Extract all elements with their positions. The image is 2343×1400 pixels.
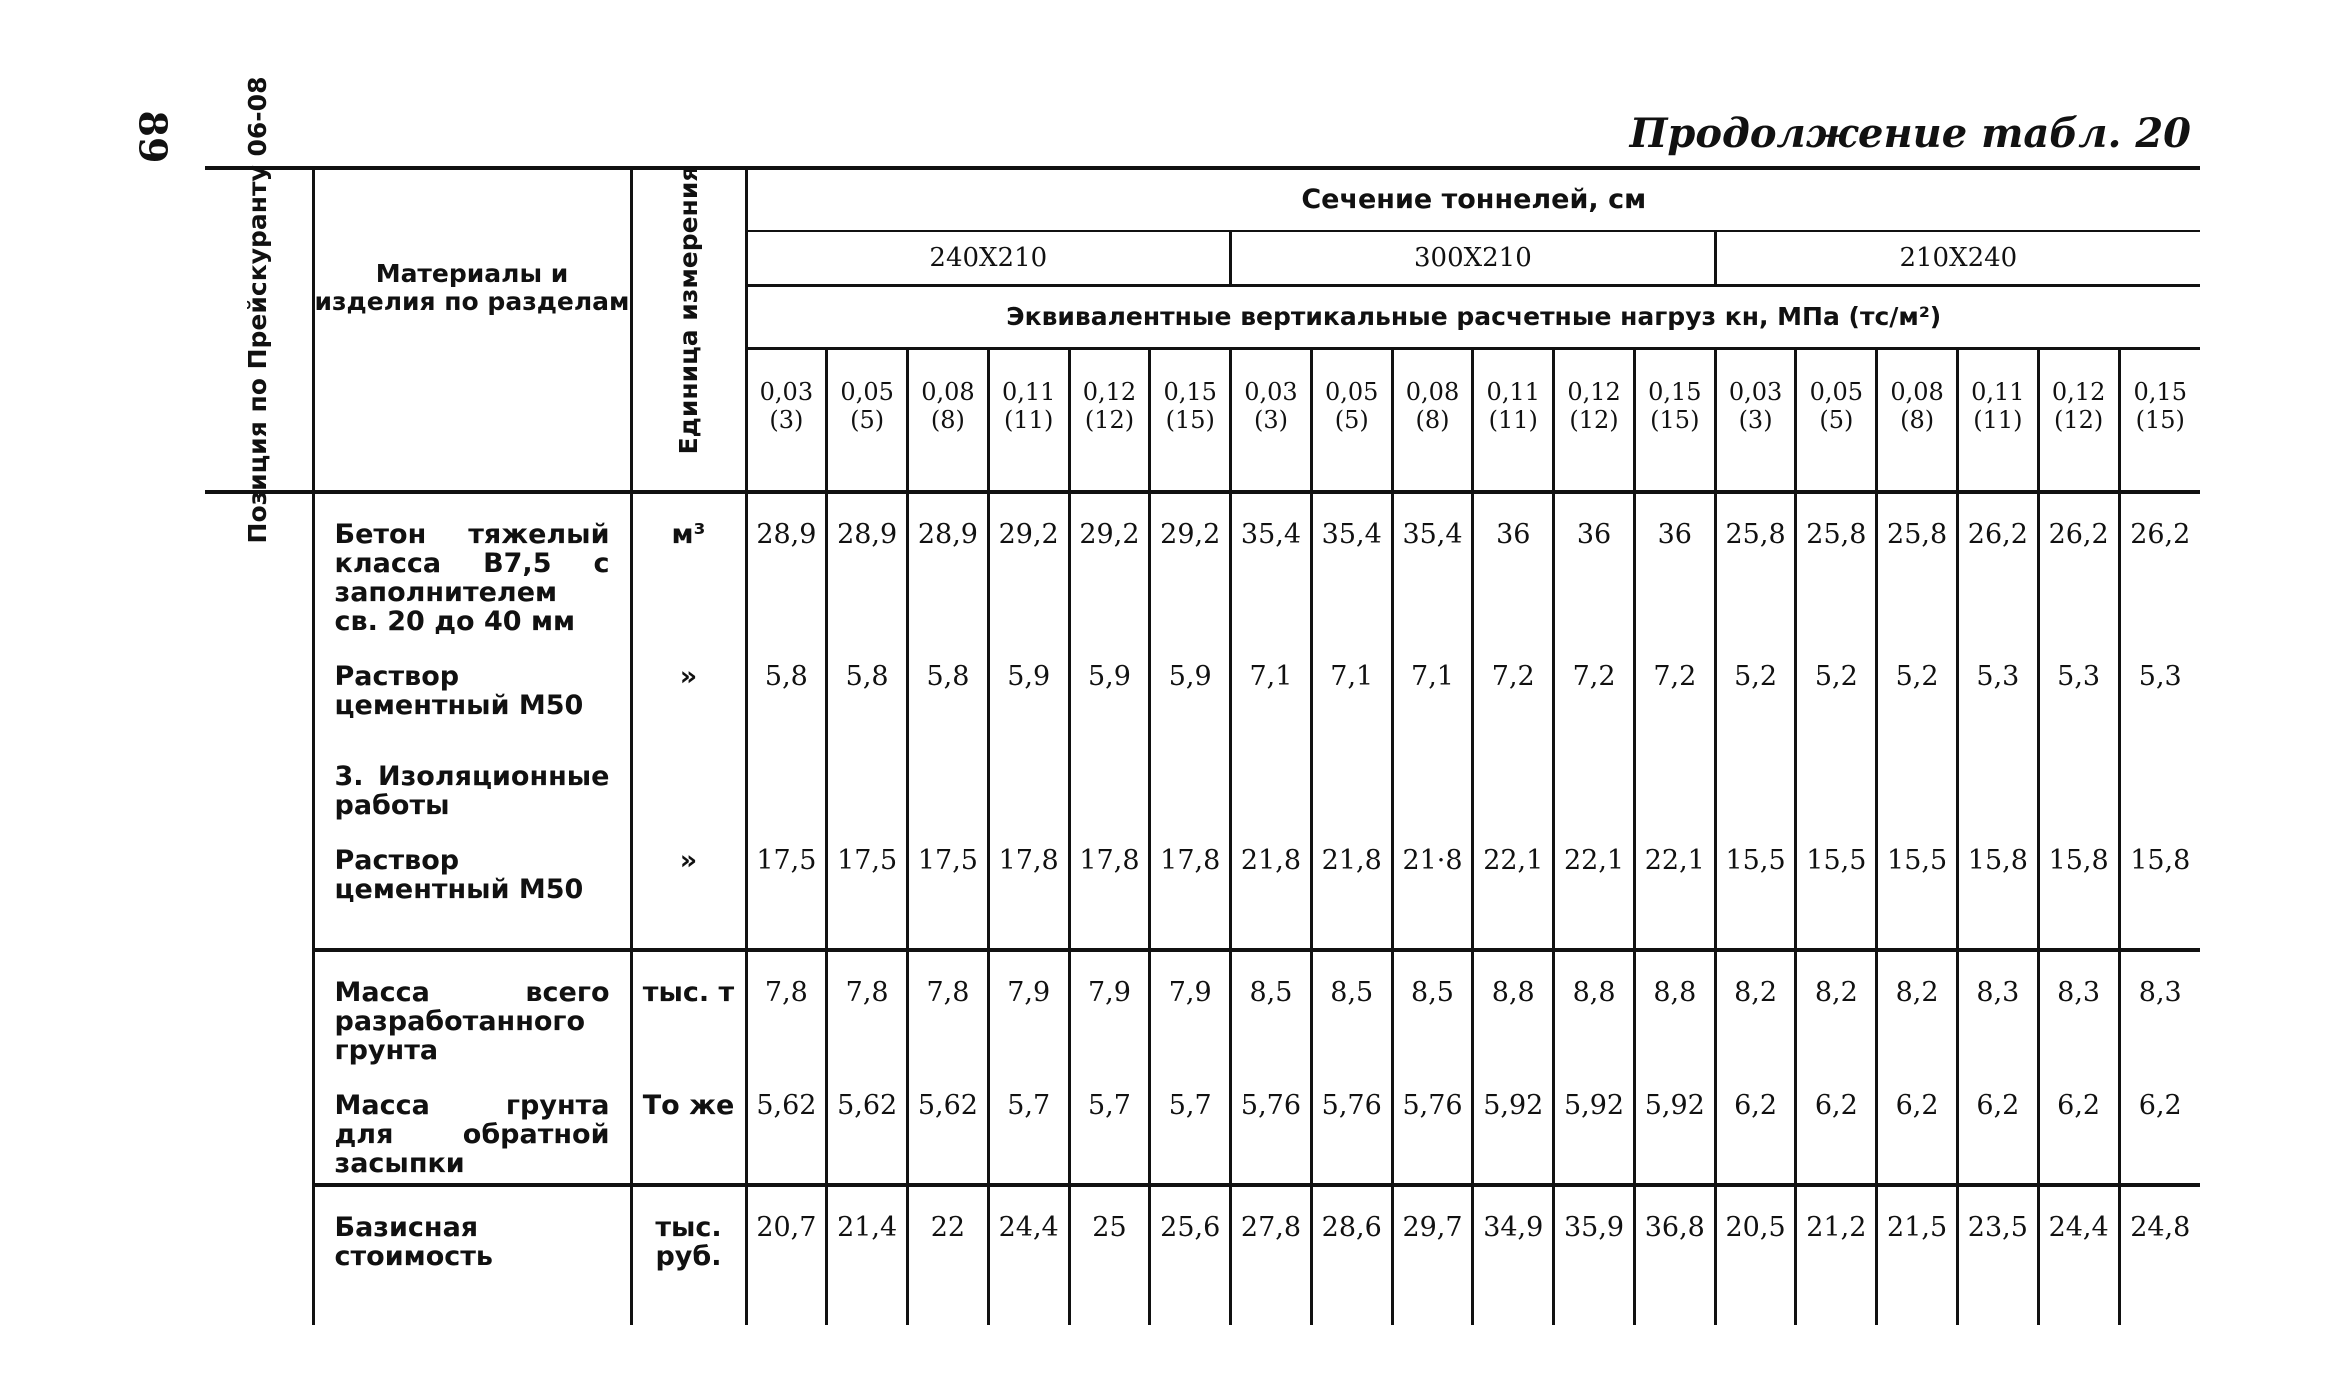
material-cell: Раствор цементный М50 — [313, 636, 631, 736]
value-cell: 21,8 — [1231, 820, 1312, 950]
value-cell: 36 — [1473, 492, 1554, 636]
value-cell: 8,3 — [2119, 950, 2200, 1065]
value-cell: 21,5 — [1877, 1185, 1958, 1325]
value-cell: 26,2 — [2119, 492, 2200, 636]
value-cell: 29,2 — [1069, 492, 1150, 636]
table-row — [205, 950, 2200, 1065]
table-row — [205, 736, 2200, 820]
page-number: 89 — [130, 110, 176, 164]
value-cell: 28,9 — [827, 492, 908, 636]
value-cell — [1311, 736, 1392, 820]
material-cell: 3. Изоляционные работы — [313, 736, 631, 820]
value-cell: 25,8 — [1715, 492, 1796, 636]
load-header: 0,08 (8) — [1877, 349, 1958, 493]
value-cell — [2038, 736, 2119, 820]
value-cell: 7,8 — [827, 950, 908, 1065]
value-cell: 5,3 — [2119, 636, 2200, 736]
value-cell: 36 — [1554, 492, 1635, 636]
unit-cell: тыс. руб. — [631, 1185, 746, 1325]
value-cell: 20,5 — [1715, 1185, 1796, 1325]
value-cell: 5,3 — [1957, 636, 2038, 736]
value-cell: 8,2 — [1715, 950, 1796, 1065]
value-cell: 8,5 — [1392, 950, 1473, 1065]
value-cell: 17,8 — [988, 820, 1069, 950]
value-cell: 8,3 — [1957, 950, 2038, 1065]
value-cell: 22,1 — [1473, 820, 1554, 950]
value-cell: 15,8 — [2119, 820, 2200, 950]
material-cell: Раствор цементный М50 — [313, 820, 631, 950]
value-cell: 22,1 — [1554, 820, 1635, 950]
value-cell: 23,5 — [1957, 1185, 2038, 1325]
load-header: 0,03 (3) — [1715, 349, 1796, 493]
value-cell: 36 — [1634, 492, 1715, 636]
unit-cell: То же — [631, 1065, 746, 1185]
value-cell — [1069, 736, 1150, 820]
value-cell: 5,2 — [1877, 636, 1958, 736]
value-cell: 20,7 — [746, 1185, 827, 1325]
value-cell: 21,8 — [1311, 820, 1392, 950]
position-cell — [205, 1065, 313, 1185]
materials-header: Материалы и изделия по разделам — [313, 168, 631, 492]
table-body — [205, 492, 2200, 1325]
value-cell: 5,9 — [1069, 636, 1150, 736]
value-cell: 25,8 — [1796, 492, 1877, 636]
value-cell: 22,1 — [1634, 820, 1715, 950]
value-cell: 29,2 — [1150, 492, 1231, 636]
value-cell: 36,8 — [1634, 1185, 1715, 1325]
value-cell: 7,2 — [1634, 636, 1715, 736]
value-cell: 5,3 — [2038, 636, 2119, 736]
value-cell: 8,2 — [1796, 950, 1877, 1065]
value-cell: 27,8 — [1231, 1185, 1312, 1325]
material-cell: Масса всего разработанного грунта — [313, 950, 631, 1065]
value-cell: 35,4 — [1311, 492, 1392, 636]
value-cell: 15,5 — [1877, 820, 1958, 950]
load-header: 0,05 (5) — [1311, 349, 1392, 493]
value-cell: 8,5 — [1311, 950, 1392, 1065]
value-cell: 5,92 — [1634, 1065, 1715, 1185]
value-cell: 5,76 — [1392, 1065, 1473, 1185]
unit-cell: тыс. т — [631, 950, 746, 1065]
table-row — [205, 1185, 2200, 1325]
value-cell: 35,4 — [1231, 492, 1312, 636]
value-cell: 6,2 — [1957, 1065, 2038, 1185]
value-cell: 5,62 — [746, 1065, 827, 1185]
size-header: 240X210 — [746, 231, 1231, 286]
unit-cell — [631, 736, 746, 820]
value-cell: 5,2 — [1796, 636, 1877, 736]
value-cell: 5,7 — [988, 1065, 1069, 1185]
value-cell: 5,8 — [908, 636, 989, 736]
position-cell — [205, 820, 313, 950]
value-cell — [1877, 736, 1958, 820]
value-cell: 5,9 — [1150, 636, 1231, 736]
load-header: 0,11 (11) — [1957, 349, 2038, 493]
value-cell: 24,8 — [2119, 1185, 2200, 1325]
load-header: 0,15 (15) — [1634, 349, 1715, 493]
value-cell: 15,5 — [1715, 820, 1796, 950]
value-cell: 21,4 — [827, 1185, 908, 1325]
value-cell: 5,76 — [1231, 1065, 1312, 1185]
value-cell: 5,92 — [1473, 1065, 1554, 1185]
table-continuation-title: Продолжение табл. 20 — [1629, 110, 2191, 157]
value-cell: 17,5 — [827, 820, 908, 950]
value-cell — [1150, 736, 1231, 820]
value-cell: 8,2 — [1877, 950, 1958, 1065]
value-cell: 7,1 — [1311, 636, 1392, 736]
value-cell: 24,4 — [2038, 1185, 2119, 1325]
load-header: 0,12 (12) — [1069, 349, 1150, 493]
table-row — [205, 636, 2200, 736]
value-cell: 5,76 — [1311, 1065, 1392, 1185]
size-header: 300X210 — [1231, 231, 1716, 286]
value-cell: 7,2 — [1473, 636, 1554, 736]
load-header: 0,03 (3) — [746, 349, 827, 493]
value-cell: 5,7 — [1150, 1065, 1231, 1185]
value-cell — [746, 736, 827, 820]
value-cell — [827, 736, 908, 820]
value-cell: 35,4 — [1392, 492, 1473, 636]
load-header: 0,11 (11) — [988, 349, 1069, 493]
value-cell — [1796, 736, 1877, 820]
value-cell: 7,8 — [908, 950, 989, 1065]
value-cell: 29,7 — [1392, 1185, 1473, 1325]
value-cell: 5,62 — [908, 1065, 989, 1185]
value-cell: 8,3 — [2038, 950, 2119, 1065]
value-cell — [1473, 736, 1554, 820]
size-header: 210X240 — [1715, 231, 2200, 286]
load-header: 0,08 (8) — [908, 349, 989, 493]
value-cell: 8,8 — [1634, 950, 1715, 1065]
value-cell: 26,2 — [2038, 492, 2119, 636]
material-cell: Бетон тяжелый класса В7,5 с заполнителем св. 20 до 40 мм — [313, 492, 631, 636]
value-cell: 34,9 — [1473, 1185, 1554, 1325]
loads-title: Эквивалентные вертикальные расчетные нагруз кн, МПа (тс/м²) — [746, 286, 2200, 349]
load-header: 0,15 (15) — [2119, 349, 2200, 493]
value-cell: 6,2 — [2038, 1065, 2119, 1185]
value-cell: 5,2 — [1715, 636, 1796, 736]
unit-header: Единица измерения — [631, 168, 746, 492]
value-cell: 25,6 — [1150, 1185, 1231, 1325]
value-cell: 28,6 — [1311, 1185, 1392, 1325]
value-cell: 5,92 — [1554, 1065, 1635, 1185]
value-cell: 22 — [908, 1185, 989, 1325]
value-cell: 17,5 — [746, 820, 827, 950]
value-cell: 8,5 — [1231, 950, 1312, 1065]
table-row — [205, 820, 2200, 950]
value-cell: 35,9 — [1554, 1185, 1635, 1325]
unit-cell: м³ — [631, 492, 746, 636]
load-header: 0,03 (3) — [1231, 349, 1312, 493]
value-cell: 28,9 — [908, 492, 989, 636]
value-cell: 24,4 — [988, 1185, 1069, 1325]
value-cell: 7,9 — [1150, 950, 1231, 1065]
position-cell — [205, 636, 313, 736]
value-cell: 25 — [1069, 1185, 1150, 1325]
position-header: Позиция по Прейскуранту 06-08 — [205, 168, 313, 492]
value-cell — [908, 736, 989, 820]
position-cell — [205, 1185, 313, 1325]
load-header: 0,05 (5) — [827, 349, 908, 493]
material-cell: Базисная стоимость — [313, 1185, 631, 1325]
load-header: 0,15 (15) — [1150, 349, 1231, 493]
value-cell — [1392, 736, 1473, 820]
value-cell: 5,8 — [827, 636, 908, 736]
value-cell: 6,2 — [1796, 1065, 1877, 1185]
value-cell: 8,8 — [1554, 950, 1635, 1065]
value-cell: 21·8 — [1392, 820, 1473, 950]
value-cell: 5,9 — [988, 636, 1069, 736]
value-cell: 17,8 — [1150, 820, 1231, 950]
value-cell: 5,7 — [1069, 1065, 1150, 1185]
value-cell: 29,2 — [988, 492, 1069, 636]
value-cell — [988, 736, 1069, 820]
value-cell: 8,8 — [1473, 950, 1554, 1065]
value-cell — [1231, 736, 1312, 820]
value-cell: 6,2 — [1715, 1065, 1796, 1185]
material-cell: Масса грунта для обратной засыпки — [313, 1065, 631, 1185]
position-cell — [205, 736, 313, 820]
value-cell: 28,9 — [746, 492, 827, 636]
value-cell: 17,5 — [908, 820, 989, 950]
position-cell — [205, 950, 313, 1065]
value-cell: 7,1 — [1392, 636, 1473, 736]
load-header: 0,05 (5) — [1796, 349, 1877, 493]
unit-cell: » — [631, 636, 746, 736]
section-title: Сечение тоннелей, см — [746, 168, 2200, 231]
load-header: 0,12 (12) — [2038, 349, 2119, 493]
value-cell: 17,8 — [1069, 820, 1150, 950]
value-cell: 26,2 — [1957, 492, 2038, 636]
value-cell — [1957, 736, 2038, 820]
value-cell — [2119, 736, 2200, 820]
table-row — [205, 492, 2200, 636]
load-header: 0,12 (12) — [1554, 349, 1635, 493]
value-cell: 15,8 — [1957, 820, 2038, 950]
value-cell: 25,8 — [1877, 492, 1958, 636]
load-header: 0,08 (8) — [1392, 349, 1473, 493]
value-cell — [1634, 736, 1715, 820]
value-cell — [1554, 736, 1635, 820]
load-header: 0,11 (11) — [1473, 349, 1554, 493]
value-cell: 6,2 — [2119, 1065, 2200, 1185]
value-cell: 15,5 — [1796, 820, 1877, 950]
value-cell: 15,8 — [2038, 820, 2119, 950]
value-cell: 21,2 — [1796, 1185, 1877, 1325]
value-cell: 5,8 — [746, 636, 827, 736]
value-cell: 5,62 — [827, 1065, 908, 1185]
value-cell: 7,2 — [1554, 636, 1635, 736]
value-cell: 7,9 — [1069, 950, 1150, 1065]
value-cell: 6,2 — [1877, 1065, 1958, 1185]
value-cell — [1715, 736, 1796, 820]
value-cell: 7,9 — [988, 950, 1069, 1065]
unit-cell: » — [631, 820, 746, 950]
value-cell: 7,1 — [1231, 636, 1312, 736]
value-cell: 7,8 — [746, 950, 827, 1065]
table-row — [205, 1065, 2200, 1185]
